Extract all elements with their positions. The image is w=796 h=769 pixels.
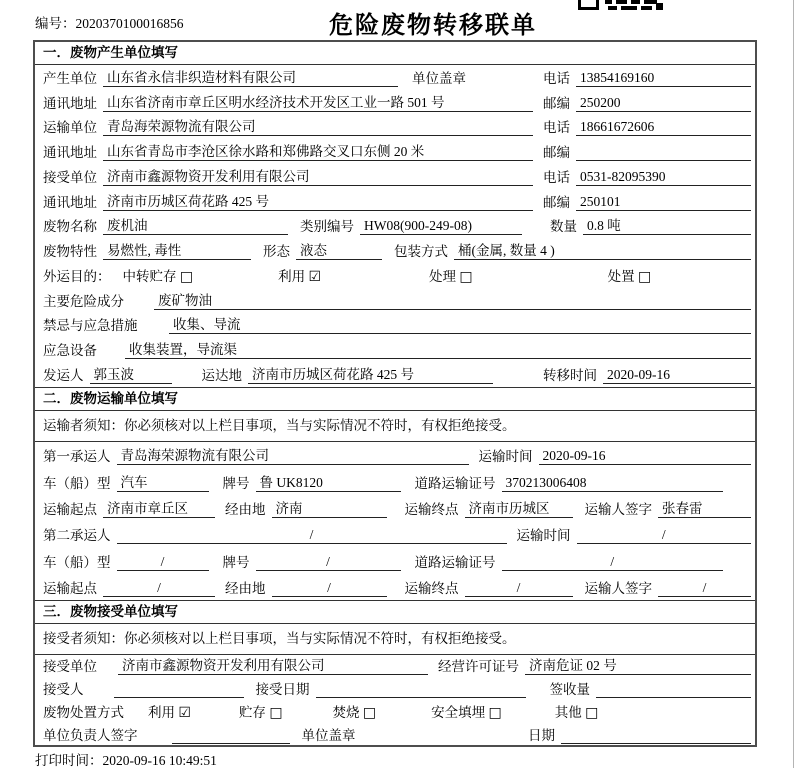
checkbox-option-store — [239, 701, 283, 721]
form-state-label: 形态 — [263, 244, 290, 260]
accept-person-value — [114, 680, 244, 698]
transport-time-label: 运输时间 — [516, 528, 571, 544]
section2-rows — [35, 442, 755, 600]
producer-postcode-value: 250200 — [576, 94, 751, 112]
via-value: 济南 — [272, 500, 387, 518]
transporter-unit-label: 运输单位 — [43, 120, 97, 136]
checkbox-option-incinerate — [333, 701, 377, 721]
destination-value: 济南市历城区荷花路 425 号 — [248, 366, 493, 384]
transporter-unit-value: 青岛海荣源物流有限公司 — [103, 118, 533, 136]
route-start-value-2: / — [103, 579, 215, 597]
producer-address-value: 山东省济南市章丘区明水经济技术开发区工业一路 501 号 — [103, 94, 533, 112]
checkbox-label: 中转贮存 — [122, 268, 177, 284]
emergency-equipment-row — [35, 337, 755, 362]
destination-label: 运达地 — [201, 367, 242, 383]
packaging-label: 包装方式 — [394, 244, 448, 260]
document-number-value: 2020370100016856 — [75, 16, 184, 31]
checkbox-option-other — [555, 701, 599, 721]
section1-rows — [35, 65, 755, 387]
road-permit-value-2: / — [502, 553, 724, 571]
emergency-equipment-value: 收集装置，导流渠 — [125, 341, 751, 359]
transport-time-label: 运输时间 — [478, 449, 533, 465]
accept-date-label: 接受日期 — [255, 682, 310, 697]
route-end-label: 运输终点 — [404, 580, 459, 596]
checked-checkbox-icon: ☑ — [178, 705, 191, 721]
via-value-2: / — [272, 579, 387, 597]
road-permit-label: 道路运输证号 — [414, 475, 496, 491]
date-value — [561, 726, 751, 744]
transport-time-value: 2020-09-16 — [539, 447, 752, 465]
accept-person-row — [35, 678, 755, 701]
print-time — [35, 749, 217, 769]
producer-phone-value: 13854169160 — [576, 69, 751, 87]
second-carrier-value: / — [117, 526, 507, 544]
receiver-unit-value: 济南市鑫源物资开发利用有限公司 — [103, 168, 533, 186]
page-edge-line — [793, 0, 794, 768]
via-label: 经由地 — [225, 501, 266, 517]
transporter-unit-row — [35, 115, 755, 140]
accept-date-value — [316, 680, 526, 698]
form-state-value: 液态 — [296, 242, 382, 260]
carrier-signature-label: 运输人签字 — [584, 580, 652, 596]
via-label: 经由地 — [225, 580, 266, 596]
route-end-label: 运输终点 — [404, 501, 459, 517]
route-end-value-2: / — [465, 579, 573, 597]
section2-header: 二．废物运输单位填写 — [35, 387, 755, 411]
waste-name-row — [35, 214, 755, 239]
unchecked-checkbox-icon: □ — [362, 705, 377, 721]
carrier-signature-value: 张春雷 — [658, 500, 751, 518]
checkbox-option-transfer-storage — [123, 265, 194, 285]
hazard-component-label: 主要危险成分 — [43, 293, 124, 309]
category-code-value: HW08(900-249-08) — [360, 217, 522, 235]
address-label: 通讯地址 — [43, 95, 97, 111]
first-carrier-label: 第一承运人 — [43, 449, 111, 465]
first-carrier-value: 青岛海荣源物流有限公司 — [117, 447, 469, 465]
phone-label: 电话 — [543, 120, 570, 136]
producer-unit-value: 山东省永信非织造材料有限公司 — [103, 69, 398, 87]
waste-property-row — [35, 238, 755, 263]
vehicle-type-value-2: / — [117, 553, 209, 571]
quantity-label: 数量 — [550, 219, 577, 235]
category-code-label: 类别编号 — [300, 219, 354, 235]
unchecked-checkbox-icon: □ — [459, 268, 473, 285]
route-row-2 — [35, 574, 755, 600]
quantity-value: 0.8 吨 — [583, 217, 751, 235]
section3-header: 三．废物接受单位填写 — [35, 600, 755, 624]
receiver-unit-label: 接受单位 — [43, 169, 97, 185]
route-start-label: 运输起点 — [43, 580, 97, 596]
unchecked-checkbox-icon: □ — [585, 705, 599, 721]
responsible-signature-value — [172, 726, 290, 744]
checkbox-label: 处置 — [607, 268, 635, 284]
transporter-address-value: 山东省青岛市李沧区徐水路和郑佛路交叉口东侧 20 米 — [103, 143, 533, 161]
accept-person-label: 接受人 — [43, 682, 84, 697]
receiver-postcode-value: 250101 — [576, 193, 751, 211]
checkbox-option-landfill — [431, 701, 502, 721]
checkbox-label: 焚烧 — [332, 705, 360, 720]
disposal-method-row — [35, 701, 755, 724]
receiver-notice: 接受者须知：你必须核对以上栏目事项，当与实际情况不符时，有权拒绝接受。 — [35, 624, 755, 655]
checkbox-label: 安全填埋 — [431, 705, 486, 720]
producer-address-row — [35, 90, 755, 115]
page-title: 危险废物转移联单 — [329, 12, 537, 39]
second-carrier-row — [35, 521, 755, 547]
plate-value: 鲁 UK8120 — [256, 474, 401, 492]
qr-code-fragment — [578, 0, 663, 10]
license-label: 经营许可证号 — [438, 659, 519, 674]
checkbox-option-utilize — [148, 701, 191, 721]
emergency-measures-label: 禁忌与应急措施 — [43, 318, 138, 334]
vehicle-type-value: 汽车 — [117, 474, 209, 492]
vehicle-type-label: 车（船）型 — [43, 475, 111, 491]
receiver-address-value: 济南市历城区荷花路 425 号 — [103, 193, 533, 211]
route-start-value: 济南市章丘区 — [103, 500, 215, 518]
vehicle-type-label: 车（船）型 — [43, 554, 111, 570]
accept-unit-row — [35, 655, 755, 678]
checkbox-label: 贮存 — [238, 705, 266, 720]
producer-unit-label: 产生单位 — [43, 70, 97, 86]
plate-value-2: / — [256, 553, 401, 571]
responsible-signature-row — [35, 724, 755, 747]
emergency-measures-row — [35, 313, 755, 338]
emergency-measures-value: 收集、导流 — [169, 316, 751, 334]
transfer-time-label: 转移时间 — [543, 367, 597, 383]
received-amount-value — [596, 680, 751, 698]
vehicle-row-2 — [35, 547, 755, 573]
receiver-unit-row — [35, 164, 755, 189]
plate-label: 牌号 — [222, 475, 250, 491]
packaging-value: 桶(金属, 数量 4 ) — [454, 242, 751, 260]
sender-label: 发运人 — [43, 367, 84, 383]
hazard-component-row — [35, 288, 755, 313]
waste-property-label: 废物特性 — [43, 244, 97, 260]
date-label: 日期 — [528, 728, 555, 743]
sender-value: 郭玉波 — [90, 366, 172, 384]
checkbox-option-dispose — [608, 265, 652, 285]
waste-property-value: 易燃性, 毒性 — [103, 242, 251, 260]
receiver-phone-value: 0531-82095390 — [576, 168, 751, 186]
unchecked-checkbox-icon: □ — [179, 268, 194, 285]
producer-unit-row — [35, 65, 755, 90]
print-time-value: 2020-09-16 10:49:51 — [102, 753, 217, 768]
received-amount-label: 签收量 — [549, 682, 590, 697]
unchecked-checkbox-icon: □ — [638, 268, 652, 285]
section3-rows — [35, 655, 755, 745]
transporter-phone-value: 18661672606 — [576, 118, 751, 136]
emergency-equipment-label: 应急设备 — [43, 343, 97, 359]
checkbox-label: 利用 — [278, 268, 306, 284]
transfer-purpose-label: 外运目的： — [43, 268, 111, 284]
postcode-label: 邮编 — [543, 145, 570, 161]
road-permit-value: 370213006408 — [502, 474, 724, 492]
disposal-method-label: 废物处置方式 — [43, 705, 124, 720]
document-number-label: 编号： — [35, 16, 76, 31]
carrier-signature-value-2: / — [658, 579, 751, 597]
transport-time-value-2: / — [577, 526, 752, 544]
second-carrier-label: 第二承运人 — [43, 528, 111, 544]
section1-header: 一．废物产生单位填写 — [35, 42, 755, 65]
transporter-notice: 运输者须知：你必须核对以上栏目事项，当与实际情况不符时，有权拒绝接受。 — [35, 411, 755, 442]
checkbox-label: 利用 — [148, 705, 175, 720]
print-time-label: 打印时间： — [35, 753, 103, 768]
route-end-value: 济南市历城区 — [465, 500, 573, 518]
checkbox-option-treat — [429, 265, 473, 285]
road-permit-label: 道路运输证号 — [414, 554, 496, 570]
transporter-postcode-value — [576, 143, 751, 161]
transporter-address-row — [35, 139, 755, 164]
checkbox-label: 其他 — [554, 705, 582, 720]
waste-name-value: 废机油 — [103, 217, 288, 235]
postcode-label: 邮编 — [543, 95, 570, 111]
sender-row — [35, 362, 755, 387]
manifest-table — [33, 40, 757, 747]
address-label: 通讯地址 — [43, 145, 97, 161]
checked-checkbox-icon: ☑ — [308, 268, 322, 285]
unit-seal-label: 单位盖章 — [412, 70, 466, 86]
transfer-purpose-row — [35, 263, 755, 288]
first-carrier-row — [35, 442, 755, 468]
phone-label: 电话 — [543, 169, 570, 185]
vehicle-row-1 — [35, 468, 755, 494]
route-row-1 — [35, 495, 755, 521]
postcode-label: 邮编 — [543, 194, 570, 210]
receiver-address-row — [35, 189, 755, 214]
unchecked-checkbox-icon: □ — [269, 705, 283, 721]
unchecked-checkbox-icon: □ — [488, 705, 502, 721]
transfer-time-value: 2020-09-16 — [603, 366, 751, 384]
address-label: 通讯地址 — [43, 194, 97, 210]
carrier-signature-label: 运输人签字 — [584, 501, 652, 517]
accept-unit-label: 接受单位 — [43, 659, 97, 674]
hazard-component-value: 废矿物油 — [154, 292, 751, 310]
plate-label: 牌号 — [222, 554, 250, 570]
phone-label: 电话 — [543, 70, 570, 86]
checkbox-label: 处理 — [429, 268, 457, 284]
accept-unit-value: 济南市鑫源物资开发利用有限公司 — [118, 657, 428, 675]
route-start-label: 运输起点 — [43, 501, 97, 517]
checkbox-option-utilize — [278, 265, 321, 285]
license-value: 济南危证 02 号 — [525, 657, 751, 675]
responsible-signature-label: 单位负责人签字 — [43, 728, 138, 743]
unit-seal-label: 单位盖章 — [301, 728, 356, 743]
waste-name-label: 废物名称 — [43, 219, 97, 235]
